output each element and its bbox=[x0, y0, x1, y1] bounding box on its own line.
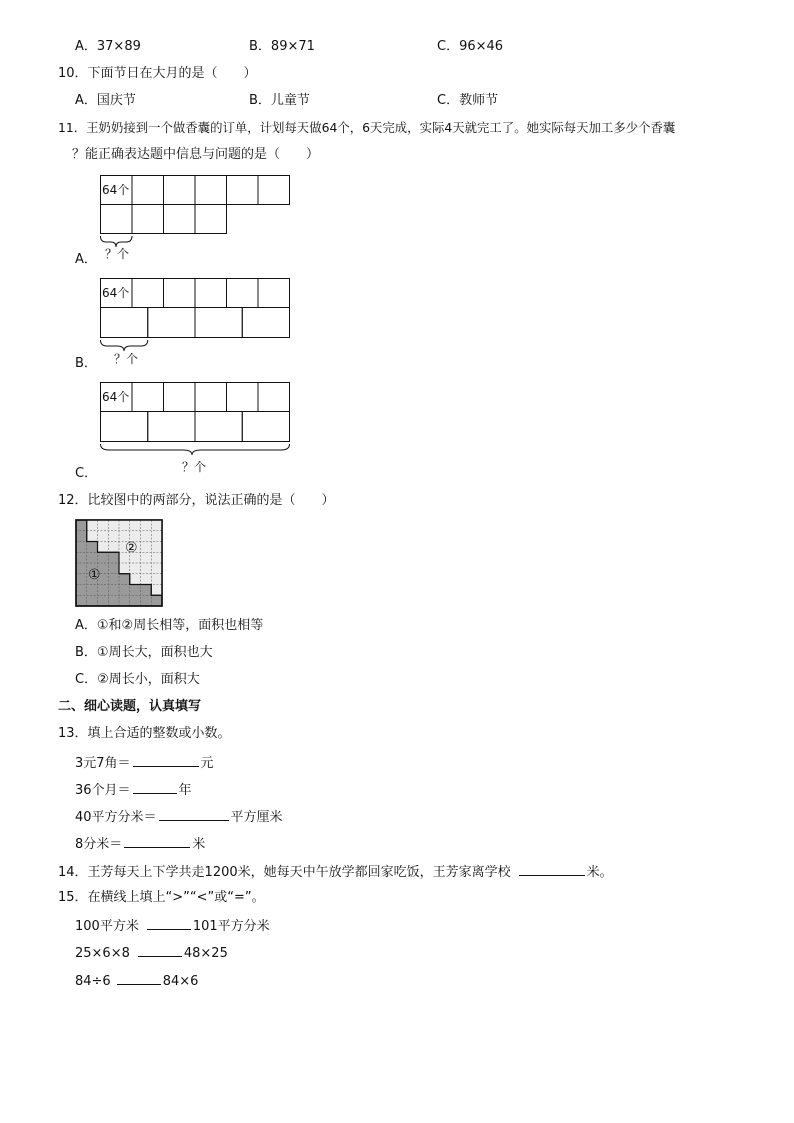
q15-item-3-blank[interactable] bbox=[117, 972, 161, 985]
q10-option-a[interactable]: A．国庆节 bbox=[75, 93, 136, 108]
q11-b-question-label: ？个 bbox=[114, 352, 139, 366]
q10-option-b[interactable]: B．儿童节 bbox=[249, 93, 310, 108]
q15-item-3-right: 84×6 bbox=[162, 974, 199, 989]
q11-option-b[interactable]: B． bbox=[75, 356, 97, 371]
q12-option-c[interactable]: C．②周长小，面积大 bbox=[75, 672, 200, 687]
q10-stem: 10．下面节日在大月的是（ ） bbox=[58, 66, 257, 81]
q10-option-c[interactable]: C．教师节 bbox=[437, 93, 499, 108]
q13-item-4-blank[interactable] bbox=[124, 835, 190, 848]
q9-option-a[interactable]: A．37×89 bbox=[75, 39, 141, 54]
q11-option-a[interactable]: A． bbox=[75, 252, 97, 267]
q14-line bbox=[58, 863, 613, 881]
q13-item-3 bbox=[75, 808, 283, 826]
q12-region-2-label: ② bbox=[125, 540, 138, 556]
q11-option-c[interactable]: C． bbox=[75, 466, 98, 481]
q12-option-a[interactable]: A．①和②周长相等，面积也相等 bbox=[75, 618, 264, 633]
q13-item-3-blank[interactable] bbox=[159, 808, 229, 821]
q15-item-1 bbox=[75, 917, 270, 935]
q11-c-question-label: ？个 bbox=[182, 460, 207, 474]
q9-option-c[interactable]: C．96×46 bbox=[437, 39, 504, 54]
q11-diagram-c bbox=[95, 379, 295, 477]
q14-blank[interactable] bbox=[519, 863, 585, 876]
q15-item-3-left: 84÷6 bbox=[75, 974, 111, 989]
q13-stem: 13．填上合适的整数或小数。 bbox=[58, 726, 231, 741]
q11-stem-line1: 11．王奶奶接到一个做香囊的订单，计划每天做64个，6天完成，实际4天就完工了。她实际每天加工多少个香囊 bbox=[58, 120, 676, 135]
q15-item-1-left: 100平方米 bbox=[75, 919, 139, 934]
q11-a-cell-label: 64个 bbox=[102, 183, 130, 197]
q15-item-1-blank[interactable] bbox=[147, 917, 191, 930]
section2-title: 二、细心读题，认真填写 bbox=[58, 699, 202, 714]
q15-item-3 bbox=[75, 972, 198, 990]
q11-b-cell-label: 64个 bbox=[102, 286, 130, 300]
q13-item-4 bbox=[75, 835, 205, 853]
q13-item-2-right: 年 bbox=[178, 783, 192, 798]
q11-a-question-label: ？个 bbox=[105, 247, 130, 261]
q15-item-2 bbox=[75, 944, 228, 962]
q11-diagram-b bbox=[95, 275, 295, 370]
q13-item-3-left: 40平方分米＝ bbox=[75, 810, 157, 825]
q15-stem: 15．在横线上填上“>”“<”或“=”。 bbox=[58, 890, 265, 905]
q15-item-2-right: 48×25 bbox=[183, 946, 228, 961]
q9-option-b[interactable]: B．89×71 bbox=[249, 39, 315, 54]
q12-option-b[interactable]: B．①周长大，面积也大 bbox=[75, 645, 213, 660]
q13-item-1-blank[interactable] bbox=[133, 754, 199, 767]
q13-item-1-left: 3元7角＝ bbox=[75, 756, 131, 771]
q12-stem: 12．比较图中的两部分，说法正确的是（ ） bbox=[58, 493, 335, 508]
q15-item-2-left: 25×6×8 bbox=[75, 946, 130, 961]
q12-figure bbox=[74, 518, 166, 610]
q14-stem: 14．王芳每天上下学共走1200米，她每天中午放学都回家吃饭，王芳家离学校 bbox=[58, 865, 511, 880]
q12-region-1-label: ① bbox=[88, 567, 101, 583]
q11-stem-line2: ？能正确表达题中信息与问题的是（ ） bbox=[72, 147, 320, 162]
q13-item-2-left: 36个月＝ bbox=[75, 783, 131, 798]
q13-item-2-blank[interactable] bbox=[133, 781, 177, 794]
q14-unit: 米。 bbox=[586, 865, 613, 880]
q11-c-cell-label: 64个 bbox=[102, 390, 130, 404]
q13-item-2 bbox=[75, 781, 192, 799]
q15-item-2-blank[interactable] bbox=[138, 944, 182, 957]
q13-item-4-left: 8分米＝ bbox=[75, 837, 123, 852]
q13-item-4-right: 米 bbox=[192, 837, 206, 852]
q13-item-3-right: 平方厘米 bbox=[230, 810, 283, 825]
q13-item-1 bbox=[75, 754, 214, 772]
q11-diagram-a bbox=[95, 172, 295, 264]
q15-item-1-right: 101平方分米 bbox=[192, 919, 270, 934]
q13-item-1-right: 元 bbox=[200, 756, 214, 771]
